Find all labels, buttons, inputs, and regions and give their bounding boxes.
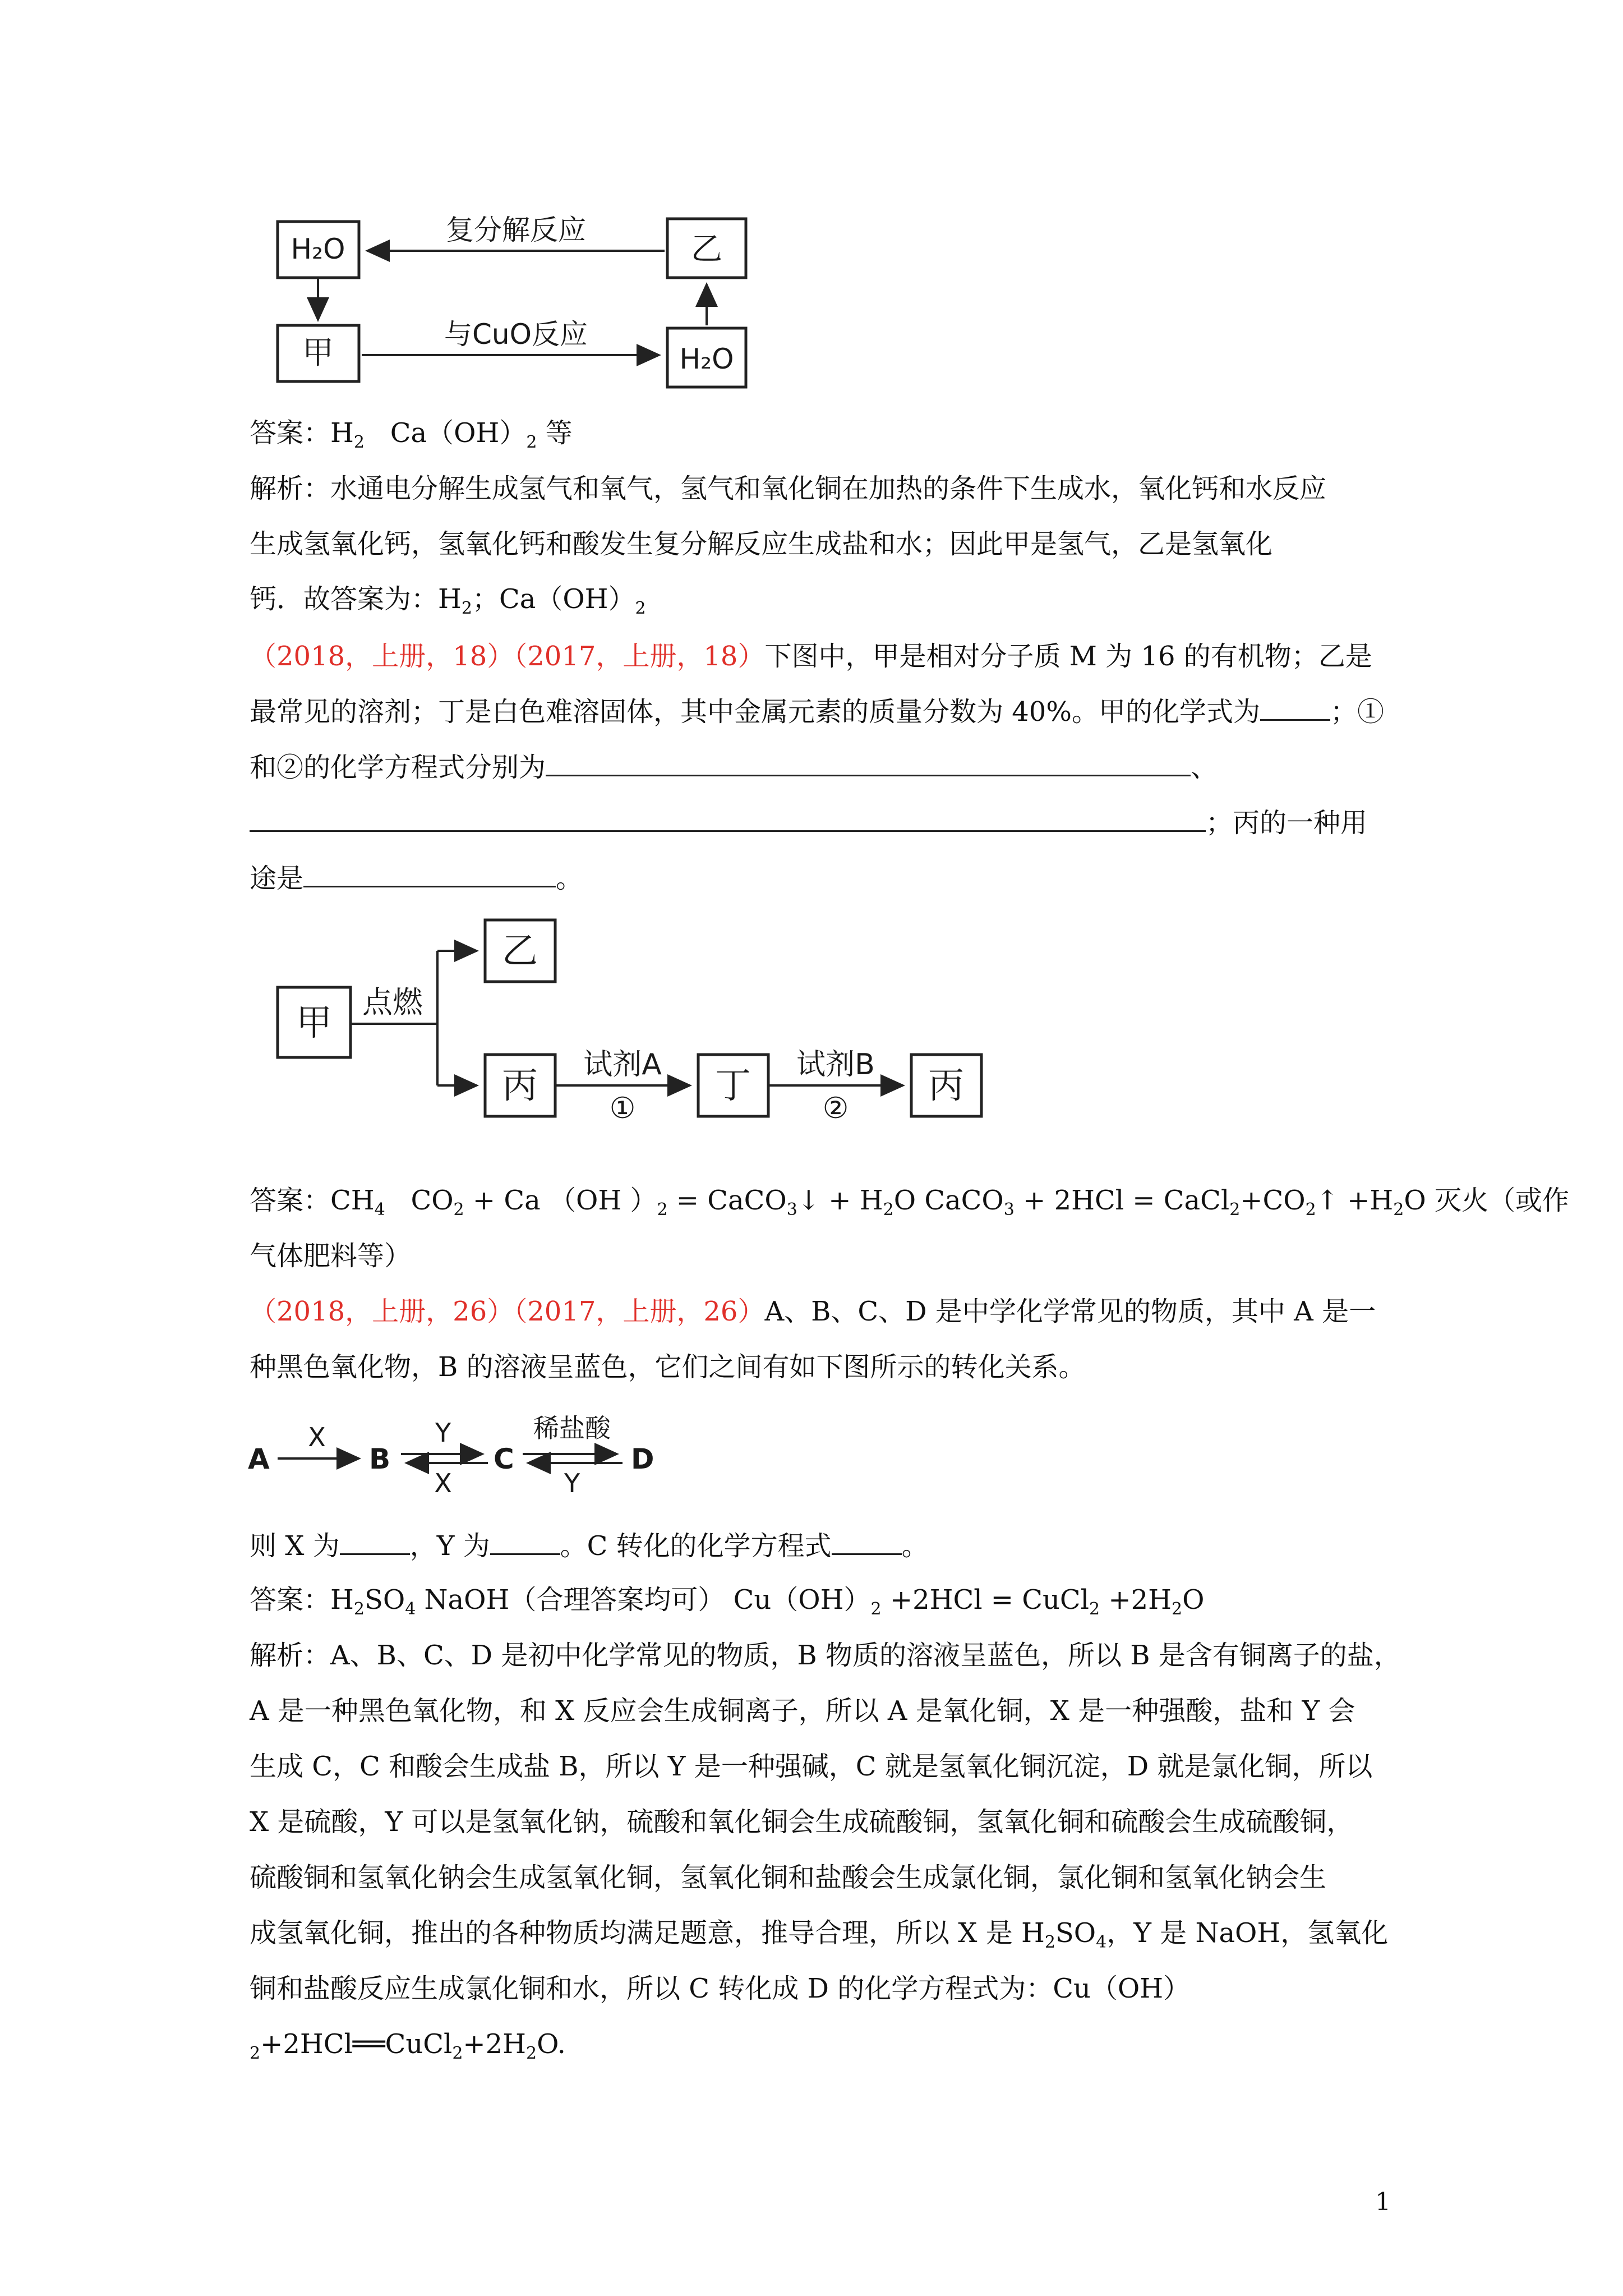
q2-line4: ；丙的一种用 (250, 806, 1367, 840)
q3-source: （2018，上册，26）（2017，上册，26） (250, 1296, 765, 1327)
label-step-1: ① (609, 1092, 636, 1125)
q3-analysis-line6: 成氢氧化铜，推出的各种物质均满足题意，推导合理，所以 X 是 $H_2SO_4$，Y 是 NaOH，氢氧化 (250, 1917, 1389, 1952)
node-a: A (248, 1443, 270, 1475)
node-ding: 丁 (715, 1065, 751, 1107)
box-jia-label: 甲 (302, 335, 334, 371)
q2-line3: 和②的化学方程式分别为 、 (250, 750, 1218, 784)
box-h2o-bottom-label: H₂O (679, 343, 734, 375)
diagram-combustion (275, 917, 1004, 1142)
q3-analysis-line8: $_2+2HCl══CuCl_2+2H_2O$. (250, 2028, 566, 2063)
page-number: 1 (1375, 2188, 1391, 2216)
q2-source: （2018，上册，18）（2017，上册，18） (250, 641, 765, 672)
q2-line1: （2018，上册，18）（2017，上册，18）下图中，甲是相对分子质 M 为 16 的有机物；乙是 (250, 641, 1372, 672)
arrow-top-label: 复分解反应 (446, 214, 586, 246)
q2-answer-line1: 答案：$CH_4$ $CO_2 + Ca$ （OH ）$_2$ = CaCO$_3$↓ + $H_2O$ CaCO$_3$ + $2HCl = CaCl_2+CO_2↑ +H_2O$ 灭火（或作 (250, 1185, 1569, 1220)
node-d: D (631, 1443, 654, 1475)
diagram-conversion (247, 1402, 695, 1515)
diagram-cycle (275, 210, 751, 393)
q3-answer: 答案：$H_2SO_4$ NaOH（合理答案均可） $Cu(OH)_2 +2HCl$ = CuCl$_2$ $+2H_2O$ (250, 1584, 1205, 1619)
label-dilute-hcl: 稀盐酸 (533, 1413, 611, 1443)
blank-formula[interactable] (1260, 694, 1330, 721)
q3-analysis-line2: A 是一种黑色氧化物，和 X 反应会生成铜离子，所以 A 是氧化铜，X 是一种强酸，盐和 Y 会 (250, 1695, 1355, 1727)
q2-answer-line2: 气体肥料等） (250, 1240, 412, 1272)
q3-analysis-line5: 硫酸铜和氢氧化钠会生成氢氧化铜，氢氧化铜和盐酸会生成氯化铜，氯化铜和氢氧化钠会生 (250, 1862, 1327, 1893)
q1-analysis-line3: 钙．故答案为：$H_2$；$Ca(OH)_2$ (250, 583, 646, 618)
q1-analysis-line2: 生成氢氧化钙，氢氧化钙和酸发生复分解反应生成盐和水；因此甲是氢气，乙是氢氧化 (250, 528, 1273, 560)
label-reagent-b: 试剂B (796, 1048, 875, 1082)
arrow-bottom-label: 与CuO反应 (444, 318, 588, 351)
label-y-2: Y (564, 1468, 580, 1498)
node-bing-2: 丙 (928, 1065, 964, 1107)
q3-analysis-line3: 生成 C，C 和酸会生成盐 B，所以 Y 是一种强碱，C 就是氢氧化铜沉淀，D 就是氯化铜，所以 (250, 1751, 1373, 1782)
blank-c-equation[interactable] (832, 1529, 902, 1555)
blank-x[interactable] (340, 1529, 410, 1555)
blank-y[interactable] (490, 1529, 560, 1555)
q3-analysis-line1: 解析：A、B、C、D 是初中化学常见的物质，B 物质的溶液呈蓝色，所以 B 是含有铜离子的盐， (250, 1640, 1401, 1671)
node-c: C (494, 1443, 514, 1475)
q2-line5: 途是 。 (250, 861, 583, 895)
q1-analysis-line1: 解析：水通电分解生成氢气和氧气，氢气和氧化铜在加热的条件下生成水，氧化钙和水反应 (250, 473, 1327, 504)
node-jia: 甲 (296, 1002, 332, 1044)
q3-line2: 种黑色氧化物，B 的溶液呈蓝色，它们之间有如下图所示的转化关系。 (250, 1351, 1086, 1383)
node-yi: 乙 (502, 931, 538, 972)
q3-line1: （2018，上册，26）（2017，上册，26）A、B、C、D 是中学化学常见的物质，其中 A 是一 (250, 1296, 1376, 1327)
label-x-1: X (308, 1422, 326, 1452)
label-reagent-a: 试剂A (583, 1048, 662, 1082)
node-bing-1: 丙 (502, 1065, 538, 1107)
label-step-2: ② (822, 1092, 849, 1125)
blank-use[interactable] (303, 861, 556, 887)
q2-line2: 最常见的溶剂；丁是白色难溶固体，其中金属元素的质量分数为 40%。甲的化学式为 ；① (250, 694, 1384, 729)
box-yi-label: 乙 (691, 231, 722, 268)
node-b: B (369, 1443, 391, 1475)
q3-question: 则 X 为 ，Y 为 。C 转化的化学方程式 。 (250, 1529, 929, 1563)
label-y-1: Y (435, 1418, 451, 1448)
q1-answer: 答案：$H_2$ $Ca(OH)_2$ 等 (250, 417, 573, 452)
q3-analysis-line4: X 是硫酸，Y 可以是氢氧化钠，硫酸和氧化铜会生成硫酸铜，氢氧化铜和硫酸会生成硫酸铜， (250, 1806, 1354, 1838)
blank-equation-2[interactable] (250, 806, 1206, 832)
blank-equation-1[interactable] (546, 750, 1191, 776)
label-ignite: 点燃 (362, 984, 423, 1020)
q3-analysis-line7: 铜和盐酸反应生成氯化铜和水，所以 C 转化成 D 的化学方程式为：Cu（OH） (250, 1973, 1191, 2004)
label-x-2: X (434, 1468, 452, 1498)
box-h2o-top-label: H₂O (291, 233, 345, 265)
